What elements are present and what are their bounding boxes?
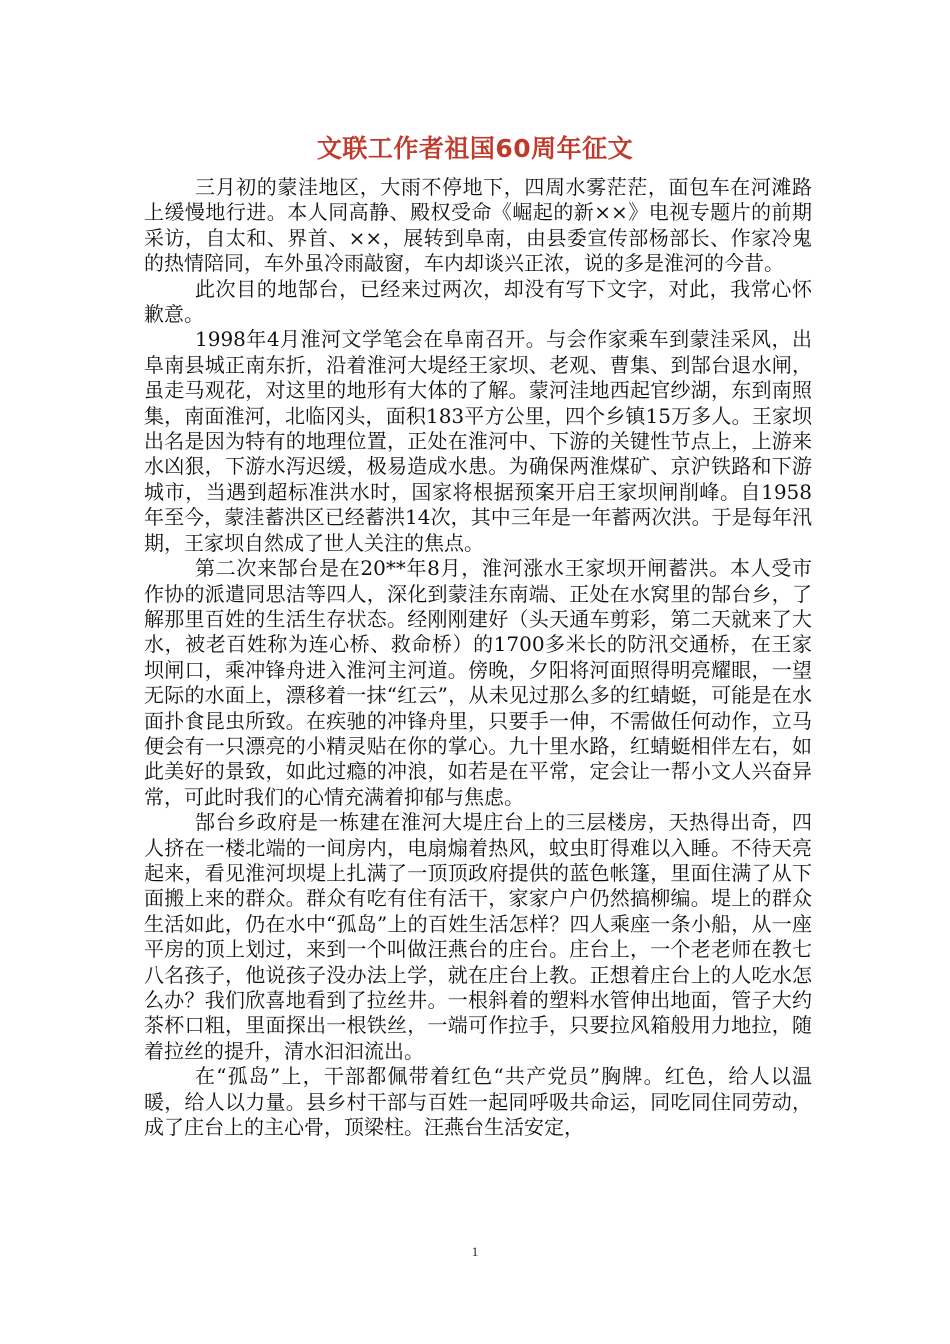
paragraph: 在“孤岛”上，干部都佩带着红色“共产党员”胸牌。红色，给人以温暖，给人以力量。县乡村干部与百姓一起同呼吸共命运，同吃同住同劳动，成了庄台上的主心骨，顶梁柱。汪燕台生活安定， <box>144 1064 812 1140</box>
paragraph: 此次目的地郜台，已经来过两次，却没有写下文字，对此，我常心怀歉意。 <box>144 276 812 327</box>
page-number: 1 <box>471 1244 479 1259</box>
paragraph: 1998年4月淮河文学笔会在阜南召开。与会作家乘车到蒙洼采风，出阜南县城正南东折，沿着淮河大堤经王家坝、老观、曹集、到郜台退水闸，虽走马观花，对这里的地形有大体的了解。蒙河洼地西起官纱湖，东到南照集，南面淮河，北临冈头，面积183平方公里，四个乡镇15万多人。王家坝出名是因为特有的地理位置，正处在淮河中、下游的关键性节点上，上游来水凶狠，下游水泻迟缓，极易造成水患。为确保两淮煤矿、京沪铁路和下游城市，当遇到超标准洪水时，国家将根据预案开启王家坝闸削峰。自1958年至今，蒙洼蓄洪区已经蓄洪14次，其中三年是一年蓄两次洪。于是每年汛期，王家坝自然成了世人关注的焦点。 <box>144 327 812 555</box>
paragraph: 三月初的蒙洼地区，大雨不停地下，四周水雾茫茫，面包车在河滩路上缓慢地行进。本人同高静、殿权受命《崛起的新××》电视专题片的前期采访，自太和、界首、××，展转到阜南，由县委宣传部杨部长、作家冷鬼的热情陪同，车外虽冷雨敲窗，车内却谈兴正浓，说的多是淮河的今昔。 <box>144 175 812 276</box>
paragraph: 第二次来郜台是在20**年8月，淮河涨水王家坝开闸蓄洪。本人受市作协的派遣同思洁等四人，深化到蒙洼东南端、正处在水窝里的郜台乡，了解那里百姓的生活生存状态。经刚刚建好（头天通车剪彩，第二天就来了大水，被老百姓称为连心桥、救命桥）的1700多米长的防汛交通桥，在王家坝闸口，乘冲锋舟进入淮河主河道。傍晚，夕阳将河面照得明亮耀眼，一望无际的水面上，漂移着一抹“红云”，从未见过那么多的红蜻蜓，可能是在水面扑食昆虫所致。在疾驰的冲锋舟里，只要手一伸，不需做任何动作，立马便会有一只漂亮的小精灵贴在你的掌心。九十里水路，红蜻蜓相伴左右，如此美好的景致，如此过瘾的冲浪，如若是在平常，定会让一帮小文人兴奋异常，可此时我们的心情充满着抑郁与焦虑。 <box>144 556 812 809</box>
document-body <box>144 175 812 1140</box>
paragraph: 郜台乡政府是一栋建在淮河大堤庄台上的三层楼房，天热得出奇，四人挤在一楼北端的一间房内，电扇煽着热风，蚊虫盯得难以入睡。不待天亮起来，看见淮河坝堤上扎满了一顶顶政府提供的蓝色帐篷，里面住满了从下面搬上来的群众。群众有吃有住有活干，家家户户仍然搞柳编。堤上的群众生活如此，仍在水中“孤岛”上的百姓生活怎样？四人乘座一条小船，从一座平房的顶上划过，来到一个叫做汪燕台的庄台。庄台上，一个老老师在教七八名孩子，他说孩子没办法上学，就在庄台上教。正想着庄台上的人吃水怎么办？我们欣喜地看到了拉丝井。一根斜着的塑料水管伸出地面，管子大约茶杯口粗，里面探出一根铁丝，一端可作拉手，只要拉风箱般用力地拉，随着拉丝的提升，清水汩汩流出。 <box>144 810 812 1063</box>
document-title: 文联工作者祖国60周年征文 <box>316 134 634 163</box>
